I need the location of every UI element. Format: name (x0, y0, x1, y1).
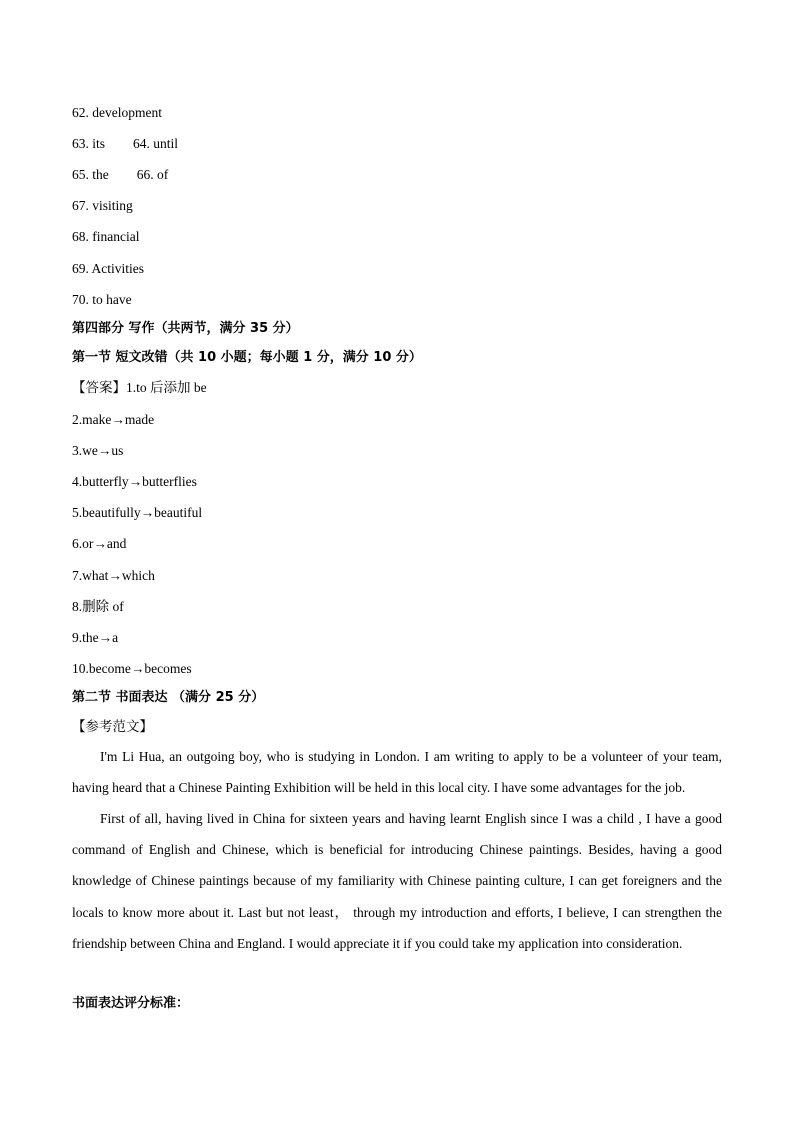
essay-paragraph-1: I'm Li Hua, an outgoing boy, who is studying in London. I am writing to apply to be a volunteer of your team, having heard that a Chinese Painting Exhibition will be held in this local city. I have some advantages for the job. (72, 749, 722, 796)
part4-heading: 第四部分 写作（共两节，满分 35 分） (72, 321, 299, 336)
correction-8: 8.删除 of (72, 599, 124, 614)
answer-62: 62. development (72, 105, 162, 120)
correction-10: 10.become→becomes (72, 661, 192, 676)
answer-66: 66. of (136, 167, 169, 182)
answer-69: 69. Activities (72, 261, 144, 276)
essay-paragraph-2: First of all, having lived in China for sixteen years and having learnt English since I was a child , I have a good command of English and Chinese, which is beneficial for introducing Chinese paintings. Besides, having a good knowledge of Chinese paintings because of my familiarity with Chinese painting culture, I can get foreigners and the locals to know more about it. Last but not least， through my introduction and efforts, I believe, I can strengthen the friendship between China and England. I would appreciate it if you could take my application into consideration. (72, 811, 722, 951)
answer-64: 64. until (133, 136, 179, 151)
section1-heading: 第一节 短文改错（共 10 小题；每小题 1 分，满分 10 分） (72, 350, 422, 365)
correction-6: 6.or→and (72, 536, 127, 551)
answer-63: 63. its (72, 136, 106, 151)
answer-67: 67. visiting (72, 198, 133, 213)
answer-68: 68. financial (72, 229, 140, 244)
correction-2: 2.make→made (72, 412, 155, 427)
grading-heading: 书面表达评分标准： (72, 996, 190, 1011)
correction-7: 7.what→which (72, 568, 155, 583)
correction-4: 4.butterfly→butterflies (72, 474, 197, 489)
section2-heading: 第二节 书面表达 （满分 25 分） (72, 690, 265, 705)
answer-63-64 (72, 135, 178, 153)
correction-9: 9.the→a (72, 630, 119, 645)
correction-5: 5.beautifully→beautiful (72, 505, 203, 520)
correction-3: 3.we→us (72, 443, 124, 458)
answer-70: 70. to have (72, 292, 132, 307)
answer-65-66 (72, 166, 168, 184)
sample-essay-label: 【参考范文】 (72, 719, 153, 734)
answer-65: 65. the (72, 167, 109, 182)
correction-1: 【答案】1.to 后添加 be (72, 380, 207, 395)
